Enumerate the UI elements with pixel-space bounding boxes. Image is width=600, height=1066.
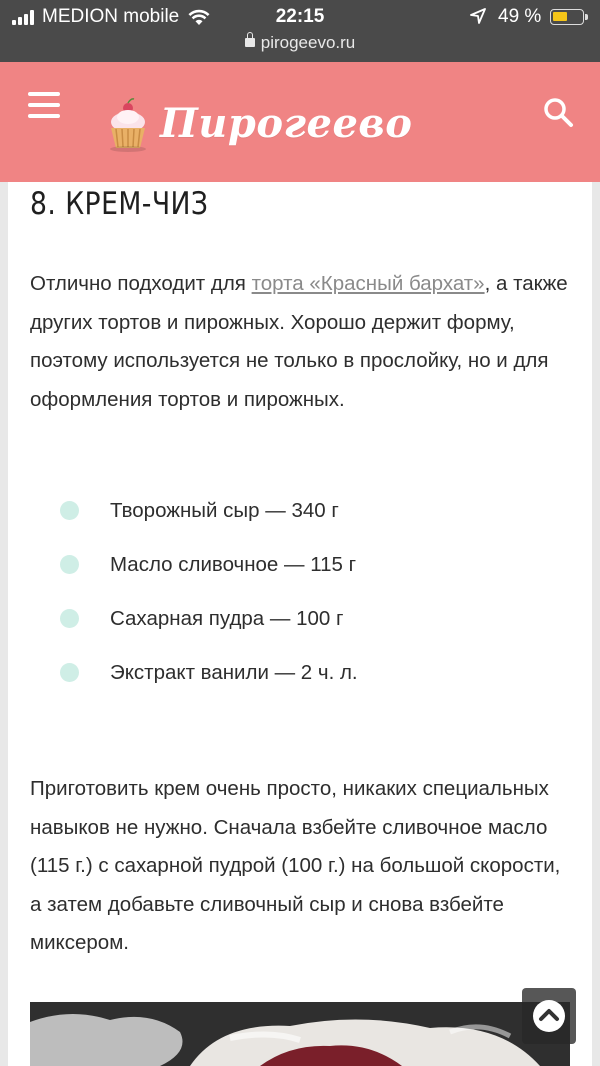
bullet-icon [60,501,79,520]
article-content [8,182,592,1066]
carrier-name: MEDION mobile [42,6,180,27]
bullet-icon [60,609,79,628]
ingredient-text: Экстракт ванили — 2 ч. л. [110,661,358,684]
intro-text-end: , а также других тортов и пирожных. Хорошо держит форму, поэтому используется не только в прослойку, но и для оформления тортов и пирожных. [30,272,568,411]
scroll-to-top-button[interactable] [522,988,576,1044]
section-title: 8. КРЕМ-ЧИЗ [30,186,209,222]
battery-percent: 49 % [498,6,542,27]
ingredients-list [60,498,358,714]
status-bar [0,0,600,62]
cream-cheese-photo [30,1002,570,1066]
site-logo[interactable] [104,96,413,156]
lock-icon [245,38,255,47]
location-arrow-icon [470,8,486,24]
red-velvet-link[interactable]: торта «Красный бархат» [251,272,485,295]
list-item [60,606,358,660]
list-item [60,552,358,606]
list-item [60,498,358,552]
address-bar[interactable] [0,33,600,53]
instructions-paragraph: Приготовить крем очень просто, никаких специальных навыков не нужно. Сначала взбейте сливочное масло (115 г.) с сахарной пудрой (100 г.) на большой скорости, а затем добавьте сливочный сыр и снова взбейте миксером. [30,777,561,955]
list-item [60,660,358,714]
logo-text: Пирогеево [160,100,413,147]
bullet-icon [60,555,79,574]
site-header [0,62,600,182]
search-icon[interactable] [538,92,578,132]
ingredient-text: Сахарная пудра — 100 г [110,607,344,630]
cupcake-icon [104,96,162,156]
ingredient-text: Творожный сыр — 340 г [110,499,339,522]
clock: 22:15 [275,6,325,27]
battery-icon [550,9,584,25]
chevron-up-icon [531,998,567,1034]
bullet-icon [60,663,79,682]
ingredient-text: Масло сливочное — 115 г [110,553,357,576]
intro-text-start: Отлично подходит для [30,272,252,295]
hamburger-icon[interactable] [28,92,60,118]
intro-paragraph [30,265,575,419]
url-text: pirogeevo.ru [260,33,356,52]
